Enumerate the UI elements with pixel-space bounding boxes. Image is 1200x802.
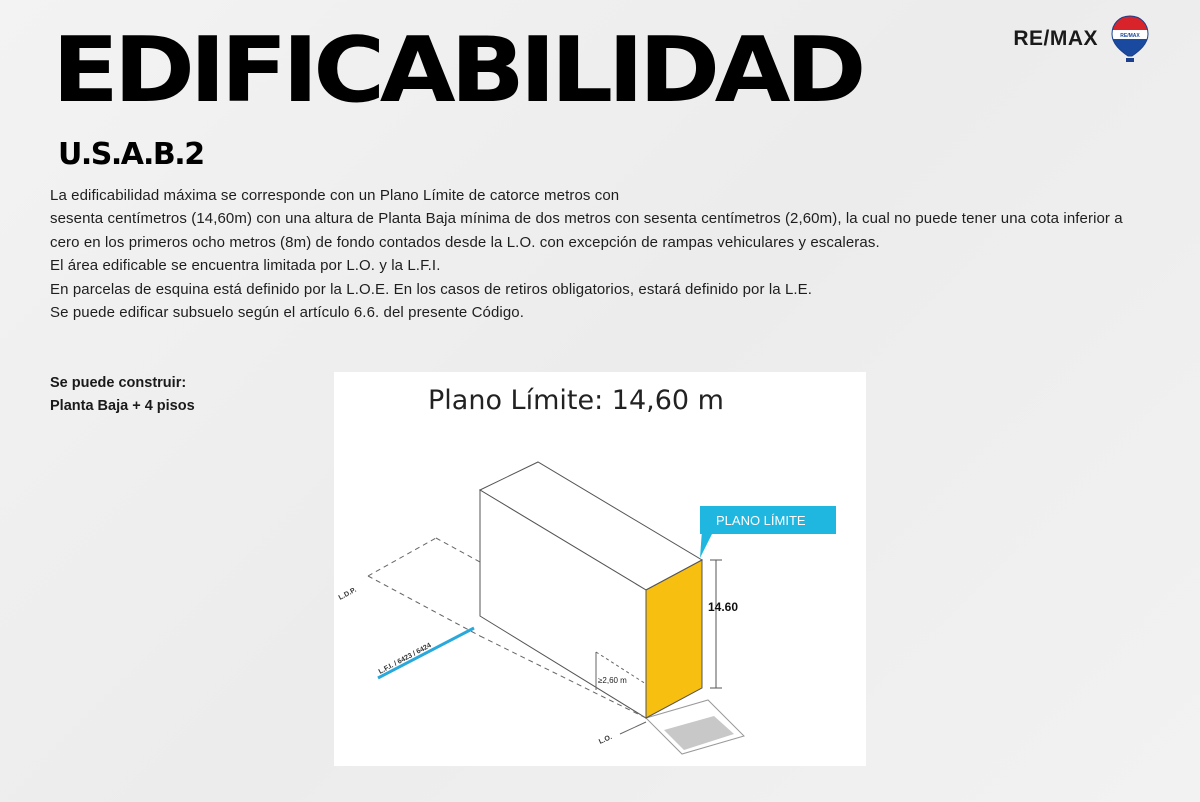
- ldp-label: L.D.P.: [337, 586, 358, 602]
- ground-floor-label: ≥2,60 m: [598, 676, 627, 685]
- paragraph: Se puede edificar subsuelo según el artículo 6.6. del presente Código.: [50, 304, 524, 322]
- zone-code: U.S.A.B.2: [58, 137, 204, 172]
- diagram-svg: [334, 372, 866, 766]
- brand-name: RE/MAX: [1013, 27, 1098, 50]
- lo-pointer: [620, 722, 646, 734]
- diagram-title: Plano Límite: 14,60 m: [428, 385, 724, 416]
- callout-label: PLANO LÍMITE: [716, 513, 806, 528]
- ldp-line: [368, 538, 436, 576]
- note-line: Se puede construir:: [50, 375, 187, 391]
- height-label: 14.60: [708, 600, 739, 614]
- plano-limite-diagram: [334, 372, 866, 766]
- construction-note: [50, 372, 195, 418]
- lot-line-side: [368, 576, 480, 636]
- page-title: EDIFICABILIDAD: [52, 18, 862, 123]
- paragraph: El área edificable se encuentra limitada por L.O. y la L.F.I.: [50, 257, 441, 275]
- note-line: Planta Baja + 4 pisos: [50, 398, 195, 414]
- lot-line-back: [436, 538, 480, 562]
- paragraph: sesenta centímetros (14,60m) con una altura de Planta Baja mínima de dos metros con sesenta centímetros (2,60m), la cual no puede tener una cota inferior a cero en los primeros ocho metros (8m) de fondo contados desde la L.O. con excepción de rampas vehiculares y escaleras.: [50, 210, 1123, 251]
- description-text: [50, 184, 1130, 324]
- callout-pointer: [700, 530, 714, 558]
- balloon-label: RE/MAX: [1120, 33, 1140, 39]
- lo-label: L.O.: [597, 733, 614, 746]
- paragraph: En parcelas de esquina está definido por la L.O.E. En los casos de retiros obligatorios, estará definido por la L.E.: [50, 280, 813, 298]
- balloon-icon: [1110, 14, 1150, 64]
- paragraph: La edificabilidad máxima se corresponde con un Plano Límite de catorce metros con: [50, 187, 620, 204]
- lfi-line: [378, 628, 474, 678]
- lfi-label: L.F.I. / 6423 / 6424: [377, 642, 433, 676]
- brand-logo: [1013, 14, 1150, 64]
